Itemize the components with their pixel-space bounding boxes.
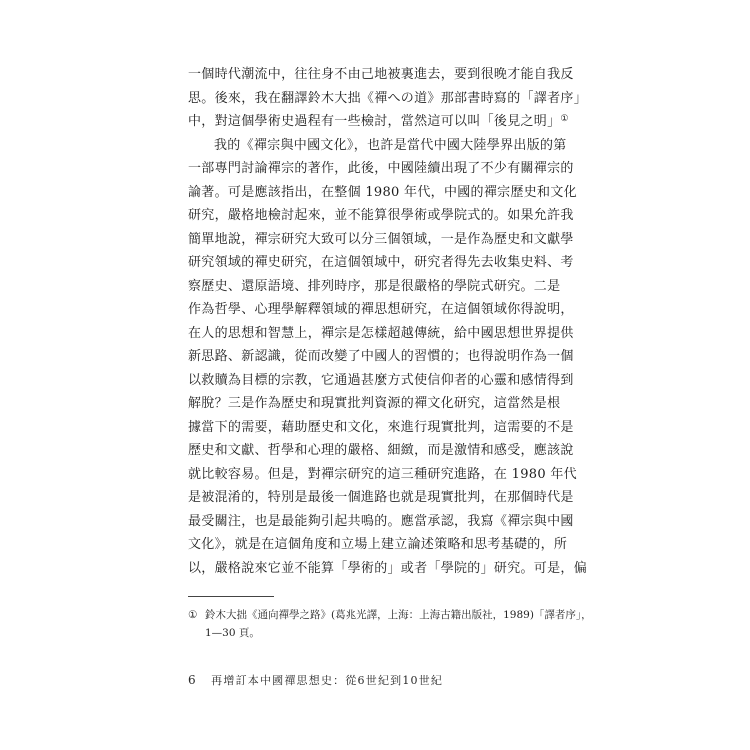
text-line: 簡單地說，禪宗研究大致可以分三個領域，一是作為歷史和文獻學 bbox=[188, 231, 574, 247]
text-line: 歷史和文獻、哲學和心理的嚴格、細緻，而是激情和感受，應該說 bbox=[188, 443, 574, 458]
text-line: 最受關注，也是最能夠引起共鳴的。應當承認，我寫《禪宗與中國 bbox=[188, 513, 574, 529]
text-line: 研究領域的禪史研究，在這個領域中，研究者得先去收集史料、考 bbox=[188, 255, 574, 270]
text-line: 論著。可是應該指出，在整個 1980 年代，中國的禪宗歷史和文化 bbox=[188, 184, 577, 200]
footnote-divider bbox=[188, 596, 274, 597]
book-title: 再增訂本中國禪思想史：從6世紀到10世紀 bbox=[211, 674, 444, 687]
footnote-continuation: 1—30 頁。 bbox=[205, 627, 260, 639]
running-footer bbox=[188, 672, 443, 688]
text-line: 以救贖為目標的宗教，它通過甚麼方式使信仰者的心靈和感情得到 bbox=[188, 372, 574, 388]
footnote-first-line bbox=[188, 606, 592, 624]
text-line-content: 中，對這個學術史過程有一些檢討，當然這可以叫「後見之明」 bbox=[188, 114, 561, 129]
text-line: 研究，嚴格地檢討起來，並不能算很學術或學院式的。如果允許我 bbox=[188, 208, 574, 223]
text-line: 以，嚴格說來它並不能算「學術的」或者「學院的」研究。可是，偏 bbox=[188, 560, 588, 576]
text-line: 一個時代潮流中，往往身不由己地被裏進去，要到很晚才能自我反 bbox=[188, 67, 574, 82]
paragraph-start-line: 我的《禪宗與中國文化》，也許是當代中國大陸學界出版的第 bbox=[214, 137, 567, 153]
text-line: 是被混淆的，特別是最後一個進路也就是現實批判，在那個時代是 bbox=[188, 490, 574, 505]
footnote-text: 鈴木大拙《通向禪學之路》(葛兆光譯，上海：上海古籍出版社，1989)「譯者序」， bbox=[205, 609, 592, 621]
text-line: 察歷史、還原語境、排列時序，那是很嚴格的學院式研究。二是 bbox=[188, 278, 561, 294]
text-line: 就比較容易。但是，對禪宗研究的這三種研究進路，在 1980 年代 bbox=[188, 466, 577, 482]
text-line: 一部專門討論禪宗的著作，此後，中國陸續出現了不少有關禪宗的 bbox=[188, 161, 574, 176]
text-line: 解脫？三是作為歷史和現實批判資源的禪文化研究，這當然是根 bbox=[188, 396, 561, 411]
footnote bbox=[188, 606, 592, 642]
text-line: 思。後來，我在翻譯鈴木大拙《禪への道》那部書時寫的「譯者序」 bbox=[188, 90, 588, 106]
text-line: 新思路、新認識，從而改變了中國人的習慣的；也得說明作為一個 bbox=[188, 349, 574, 364]
text-line: 據當下的需要，藉助歷史和文化，來進行現實批判，這需要的不是 bbox=[188, 419, 574, 435]
body-text bbox=[188, 63, 588, 580]
text-line: 文化》，就是在這個角度和立場上建立論述策略和思考基礎的，所 bbox=[188, 537, 568, 552]
text-line bbox=[188, 110, 569, 134]
footnote-reference[interactable]: ① bbox=[560, 114, 569, 124]
text-line: 在人的思想和智慧上，禪宗是怎樣超越傳統，給中國思想世界提供 bbox=[188, 325, 574, 341]
text-line: 作為哲學、心理學解釋領域的禪思想研究，在這個領域你得說明， bbox=[188, 302, 574, 317]
page-number: 6 bbox=[188, 673, 196, 687]
footnote-marker: ① bbox=[188, 609, 198, 621]
